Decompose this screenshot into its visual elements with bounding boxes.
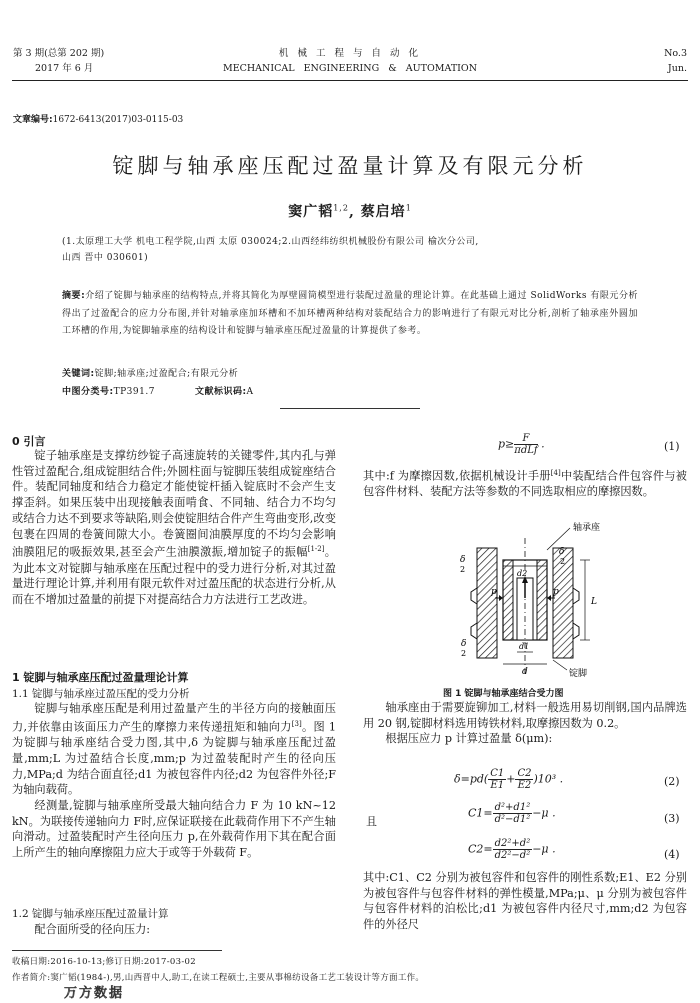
equation-4-number: (4): [664, 848, 680, 861]
article-number: 文章编号:1672-6413(2017)03-0115-03: [13, 115, 184, 125]
material-text: 轴承座由于需要旋铆加工,材料一般选用易切削钢,国内品牌选用 20 钢,锭脚材料选用铸铁材料,取摩擦因数为 0.2。 根据压应力 p 计算过盈量 δ(μm):: [363, 701, 687, 746]
issue-date: 2017 年 6 月: [35, 63, 94, 74]
section-1-1-text: 锭脚与轴承座压配是利用过盈量产生的半径方向的接触面压力,并依靠由该面压力产生的摩擦力来传递扭矩和轴向力[3]。图 1 为锭脚与轴承座结合受力图,其中,δ 为锭脚与轴承座压配过盈量,mm;L 为过盈结合长度,mm;p 为过盈装配时产生的径向压力,MPa;d 为结合面直径;d1 为被包容件内径;d2 为包容件外径;F 为轴向载荷。 经测量,锭脚与轴承座所受最大轴向结合力 F 为 10 kN~12 kN。为联接传递轴向力 F时,应保证联接在此载荷作用下不产生轴向滑动。过盈装配时产生径向压力 p,在外载荷作用下其在配合面上所产生的轴向摩擦阻力应大于或等于外载荷 F。: [12, 702, 336, 860]
figure-label-two-left-low: 2: [461, 649, 467, 658]
issue-number: 第 3 期(总第 202 期): [13, 48, 105, 59]
section-1-2-text: 配合面所受的径向压力:: [34, 923, 151, 936]
figure-label-bearing: 轴承座: [573, 523, 601, 533]
section-1-heading: 1 锭脚与轴承座压配过盈量理论计算: [12, 671, 189, 684]
section-0-heading: 0 引言: [12, 435, 46, 448]
author-line: 窦广韬$^{1,2}$, 蔡启培$^1$: [288, 203, 412, 220]
header-rule: [12, 80, 688, 81]
classification: 中图分类号:TP391.7 文献标识码:A: [62, 387, 254, 397]
figure-label-two-right: 2: [560, 557, 566, 566]
figure-label-d: d: [522, 667, 528, 677]
equation-1: p≥ $\frac{F}{\text{πdLf}}$ .: [498, 433, 545, 456]
abstract: 摘要:介绍了锭脚与轴承座的结构特点,并将其简化为厚壁圆筒模型进行装配过盈量的理论计算。在此基础上通过 SolidWorks 有限元分析得出了过盈配合的应力分布图,并针对轴承座加环槽和不加环槽两种结构对装配结合力的影响进行了有限元对比分析,剖析了轴承座外圆加工环槽的作用,为锭脚轴承座的结构设计和锭脚与轴承座压配过盈量的计算提供了参考。: [62, 291, 638, 336]
watermark: 万方数据: [64, 986, 125, 1001]
figure-label-delta-left-low: δ: [461, 639, 467, 649]
issue-no: No.3: [664, 48, 687, 59]
abstract-divider: [280, 408, 420, 409]
intro-paragraph: 锭子轴承座是支撑纺纱锭子高速旋转的关键零件,其内孔与弹性管过盈配合,组成锭胆结合件;外圆柱面与锭脚压装组成锭座结合件。装配同轴度和结合力稳定才能使锭杆插入锭底时不会产生支撑歪斜。如果压装中出现接触表面啃食、不同轴、结合力不均匀或结合力达不到要求等缺陷,则会使锭胆结合件产生弯曲变形,改变包裹在四周的卷簧间隙大小。卷簧圈间油膜厚度的不均匀会影响油膜阻尼的吸振效果,甚至会产生油膜激振,增加锭子的振幅[1-2]。为此本文对锭脚与轴承座在压配过程中的受力进行分析,对其过盈量进行理论计算,并利用有限元软件对过盈压配的状态进行分析,从而在不增加过盈量的前提下对提高结合力方法进行工艺改进。: [12, 449, 336, 607]
figure-label-L: L: [591, 597, 597, 607]
figure-1-caption: 图 1 锭脚与轴承座结合受力图: [443, 689, 564, 699]
figure-label-p-right: p: [553, 587, 559, 597]
equation-3-number: (3): [664, 812, 680, 825]
paper-title: 锭脚与轴承座压配过盈量计算及有限元分析: [112, 154, 588, 178]
equation-3: C1= $\frac{\text{d²+d1²}}{\text{d²−d1²}}$ −μ .: [468, 802, 556, 825]
received-date: 收稿日期:2016-10-13;修订日期:2017-03-02: [12, 957, 196, 967]
friction-text: 其中:f 为摩擦因数,依据机械设计手册[4]中装配结合件包容件与被包容件材料、装配方法等参数的不同选取相应的摩擦因数。: [363, 469, 687, 499]
figure-1-diagram: [455, 518, 635, 683]
figure-label-p-left: p: [491, 587, 497, 597]
journal-title-en: MECHANICAL ENGINEERING & AUTOMATION: [222, 63, 478, 74]
equation-2: δ=pd( $\frac{C1}{E1}$ + $\frac{C2}{E2}$ )10³ .: [454, 768, 564, 791]
figure-label-d2: d2: [517, 569, 528, 578]
subsection-1-2: 1.2 锭脚与轴承座压配过盈量计算: [12, 908, 169, 920]
keywords: 关键词:锭脚;轴承座;过盈配合;有限元分析: [62, 369, 239, 379]
figure-label-delta-left: δ: [460, 555, 466, 565]
equation-2-number: (2): [664, 775, 680, 788]
figure-label-two-left: 2: [460, 565, 466, 574]
author-1: 窦广韬: [288, 204, 334, 220]
subsection-1-1: 1.1 锭脚与轴承座过盈压配的受力分析: [12, 688, 190, 700]
affiliations: (1.太原理工大学 机电工程学院,山西 太原 030024;2.山西经纬纺织机械股份有限公司 榆次分公司, 山西 晋中 030601): [62, 237, 479, 263]
figure-label-d1: d1: [519, 642, 530, 651]
author-2: 蔡启培: [360, 204, 406, 220]
figure-label-delta-right: δ: [559, 547, 565, 557]
where-text: 其中:C1、C2 分别为被包容件和包容件的刚性系数;E1、E2 分别为被包容件与包容件材料的弹性模量,MPa;μ、μ 分别为被包容件与包容件材料的泊松比;d1 为被包容件内径尺寸,mm;d2 为包容件的外径尺: [363, 871, 687, 932]
qie-connector: 且: [366, 815, 377, 828]
figure-label-foot: 锭脚: [569, 669, 588, 679]
footnote-rule: [12, 950, 222, 951]
journal-title-cn: 机 械 工 程 与 自 动 化: [278, 48, 422, 59]
equation-1-number: (1): [664, 440, 680, 453]
author-bio: 作者简介:窦广韬(1984-),男,山西晋中人,助工,在读工程硕士,主要从事棉纺设备工艺工装设计等方面工作。: [12, 973, 425, 983]
issue-month: Jun.: [667, 63, 687, 74]
equation-4: C2= $\frac{\text{d2²+d²}}{\text{d2²−d²}}$ −μ .: [468, 838, 556, 861]
